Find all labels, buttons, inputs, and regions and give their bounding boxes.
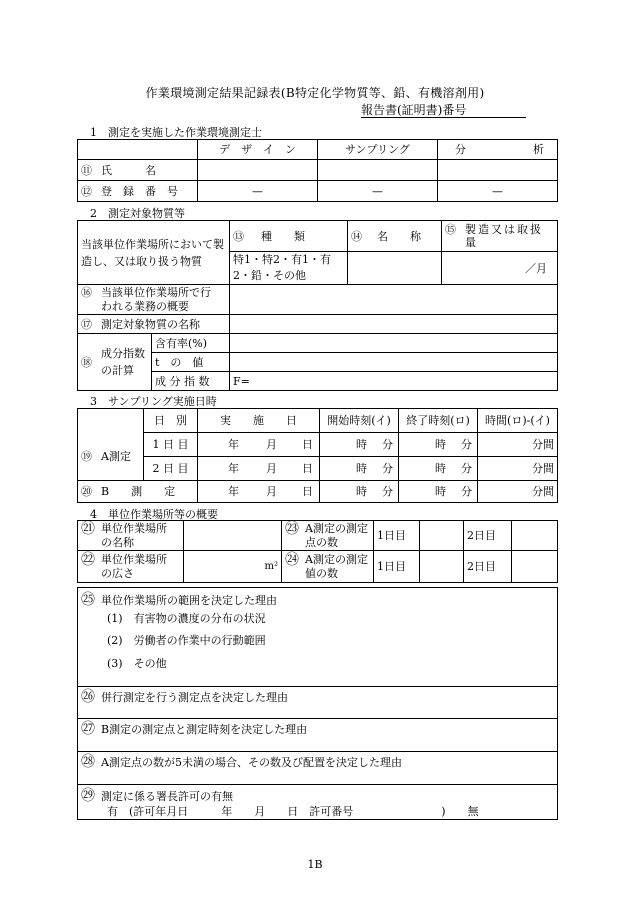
circle-25: ㉕ xyxy=(81,592,95,608)
day1-end-minute: 分 xyxy=(461,438,472,451)
substance-name-header xyxy=(348,221,442,252)
section-1-heading: 1 測定を実施した作業環境測定士 xyxy=(90,126,262,139)
circle-14: ⑭ xyxy=(351,229,362,243)
day1-duration[interactable]: 分間 xyxy=(478,433,558,457)
sampling-header: サンプリング xyxy=(318,140,438,160)
day2-end[interactable] xyxy=(399,457,478,481)
kind-header xyxy=(230,221,348,252)
b-end[interactable] xyxy=(399,481,478,503)
time-header-empty xyxy=(78,409,144,433)
day2-label: 2 日 目 xyxy=(144,457,198,481)
quantity-header xyxy=(442,221,558,252)
point-count-text: A測定の測定点の数 xyxy=(305,521,368,549)
design-dash: — xyxy=(198,181,318,202)
point-count-label xyxy=(282,521,374,551)
day1-day: 日 xyxy=(302,438,313,451)
registration-row-label xyxy=(78,181,198,202)
registration-label: 登 録 番 号 xyxy=(101,184,178,198)
surveyor-table xyxy=(77,139,558,202)
b-point-reason-cell[interactable] xyxy=(78,719,558,752)
target-substance-label xyxy=(78,315,230,334)
day1-start[interactable] xyxy=(320,433,399,457)
circle-28: ㉘ xyxy=(81,754,95,770)
start-header: 開始時刻(イ) xyxy=(320,409,399,433)
range-reason-item-3: (3) その他 xyxy=(107,657,167,670)
circle-16: ⑯ xyxy=(81,285,92,299)
day-header: 日 別 xyxy=(144,409,198,433)
point-day1-label: 1日目 xyxy=(374,521,420,551)
substance-name-label: 名 称 xyxy=(377,229,421,243)
index-calc-label xyxy=(78,334,152,391)
section-4-heading: 4 単位作業場所等の概要 xyxy=(90,508,218,521)
day1-year: 年 xyxy=(228,438,239,451)
document-title: 作業環境測定結果記録表(B特定化学物質等、鉛、有機溶剤用) xyxy=(145,86,485,100)
b-duration[interactable]: 分間 xyxy=(478,481,558,503)
permit-label: 測定に係る署長許可の有無 xyxy=(101,790,233,803)
day1-month: 月 xyxy=(266,438,277,451)
day2-month: 月 xyxy=(266,462,277,475)
analysis-dash: — xyxy=(438,181,558,202)
few-points-reason-cell[interactable] xyxy=(78,752,558,785)
circle-24: ㉔ xyxy=(285,551,299,568)
target-substance-text: 測定対象物質の名称 xyxy=(101,317,200,331)
few-points-reason-label: A測定点の数が5未満の場合、その数及び配置を決定した理由 xyxy=(101,756,402,769)
circle-22: ㉒ xyxy=(81,551,95,568)
day1-date[interactable] xyxy=(198,433,320,457)
day2-start-minute: 分 xyxy=(382,462,393,475)
duration-header: 時間(ロ)-(イ) xyxy=(478,409,558,433)
kind-label: 種 類 xyxy=(261,229,305,243)
handled-substance-label: 当該単位作業場所において製造し、又は取り扱う物質 xyxy=(78,221,230,285)
day1-label: 1 日 目 xyxy=(144,433,198,457)
day1-start-minute: 分 xyxy=(382,438,393,451)
area-name-field[interactable] xyxy=(184,521,282,551)
analysis-header-1: 分 xyxy=(455,143,466,156)
point-day2-label: 2日目 xyxy=(464,521,512,551)
day2-end-hour: 時 xyxy=(435,462,446,475)
a-measurement-label xyxy=(78,433,144,481)
analysis-header xyxy=(438,140,558,160)
area-name-text: 単位作業場所の名称 xyxy=(101,521,167,549)
circle-17: ⑰ xyxy=(81,317,92,331)
day1-start-hour: 時 xyxy=(356,438,367,451)
area-size-field[interactable]: m² xyxy=(184,551,282,583)
t-value-field[interactable] xyxy=(230,353,558,372)
substance-table xyxy=(77,220,558,391)
day2-end-minute: 分 xyxy=(461,462,472,475)
quantity-per-month[interactable]: ／月 xyxy=(442,252,558,285)
permit-line: 有 (許可年月日 年 月 日 許可番号 ) 無 xyxy=(107,805,479,818)
reasons-table xyxy=(77,587,558,820)
index-calc-text: 成分指数の計算 xyxy=(101,347,145,377)
b-measurement-label xyxy=(78,481,198,503)
parallel-reason-label: 併行測定を行う測定点を決定した理由 xyxy=(101,691,288,704)
b-end-minute: 分 xyxy=(461,485,472,498)
day2-start[interactable] xyxy=(320,457,399,481)
circle-18: ⑱ xyxy=(81,355,92,369)
work-summary-label xyxy=(78,285,230,315)
kind-options[interactable]: 特1・特2・有1・有2・鉛・その他 xyxy=(230,252,348,285)
circle-13: ⑬ xyxy=(233,229,244,243)
value-day1-field[interactable] xyxy=(420,551,464,583)
circle-29: ㉙ xyxy=(81,788,95,804)
t-value-label: t の 値 xyxy=(152,353,230,372)
b-end-hour: 時 xyxy=(435,485,446,498)
b-date[interactable] xyxy=(198,481,320,503)
design-header: デ ザ イ ン xyxy=(198,140,318,160)
parallel-reason-cell[interactable] xyxy=(78,687,558,719)
circle-11: ⑪ xyxy=(81,163,92,177)
day2-year: 年 xyxy=(228,462,239,475)
range-reason-cell[interactable] xyxy=(78,588,558,687)
work-area-table xyxy=(77,520,558,583)
b-start-minute: 分 xyxy=(382,485,393,498)
day2-date[interactable] xyxy=(198,457,320,481)
analysis-header-2: 析 xyxy=(533,143,544,156)
b-month: 月 xyxy=(266,485,277,498)
value-day2-field[interactable] xyxy=(512,551,558,583)
substance-name-field[interactable] xyxy=(348,252,442,285)
empty-header-cell xyxy=(78,140,198,160)
permit-cell[interactable] xyxy=(78,785,558,820)
index-field[interactable]: F= xyxy=(230,372,558,391)
b-measurement-text: B 測 定 xyxy=(101,485,176,498)
quantity-label: 製造又は取扱量 xyxy=(465,223,543,249)
content-rate-field[interactable] xyxy=(230,334,558,353)
target-substance-field[interactable] xyxy=(230,315,558,334)
circle-27: ㉗ xyxy=(81,721,95,737)
circle-19: ⑲ xyxy=(81,449,92,463)
page-number: 1B xyxy=(307,858,323,871)
sampling-dash: — xyxy=(318,181,438,202)
circle-12: ⑫ xyxy=(81,184,92,198)
day1-end-hour: 時 xyxy=(435,438,446,451)
circle-26: ㉖ xyxy=(81,689,95,705)
section-2-heading: 2 測定対象物質等 xyxy=(90,207,185,220)
b-start[interactable] xyxy=(320,481,399,503)
day1-end[interactable] xyxy=(399,433,478,457)
value-count-text: A測定の測定値の数 xyxy=(305,552,368,580)
circle-15: ⑮ xyxy=(445,223,456,236)
b-day: 日 xyxy=(302,485,313,498)
value-day2-label: 2日目 xyxy=(464,551,512,583)
work-summary-field[interactable] xyxy=(230,285,558,315)
name-label: 氏 名 xyxy=(101,163,156,177)
date-header: 実 施 日 xyxy=(198,409,320,433)
content-rate-label: 含有率(%) xyxy=(152,334,230,353)
report-number-label: 報告書(証明書)番号 xyxy=(361,103,526,118)
value-count-label xyxy=(282,551,374,583)
b-start-hour: 時 xyxy=(356,485,367,498)
area-size-label xyxy=(78,551,184,583)
range-reason-item-1: (1) 有害物の濃度の分布の状況 xyxy=(107,612,266,625)
work-summary-text: 当該単位作業場所で行われる業務の概要 xyxy=(101,285,211,313)
area-name-label xyxy=(78,521,184,551)
area-size-text: 単位作業場所の広さ xyxy=(101,552,167,580)
circle-20: ⑳ xyxy=(81,485,92,498)
sampling-name-field[interactable] xyxy=(318,160,438,181)
point-day1-field[interactable] xyxy=(420,521,464,551)
section-3-heading: 3 サンプリング実施日時 xyxy=(90,395,217,408)
analysis-name-field[interactable] xyxy=(438,160,558,181)
end-header: 終了時刻(ロ) xyxy=(399,409,478,433)
design-name-field[interactable] xyxy=(198,160,318,181)
circle-21: ㉑ xyxy=(81,520,95,537)
circle-23: ㉓ xyxy=(285,520,299,537)
range-reason-item-2: (2) 労働者の作業中の行動範囲 xyxy=(107,634,266,647)
sampling-time-table xyxy=(77,408,558,503)
name-row-label xyxy=(78,160,198,181)
day2-start-hour: 時 xyxy=(356,462,367,475)
day2-day: 日 xyxy=(302,462,313,475)
b-year: 年 xyxy=(228,485,239,498)
b-point-reason-label: B測定の測定点と測定時刻を決定した理由 xyxy=(101,723,308,736)
index-label: 成 分 指 数 xyxy=(152,372,230,391)
point-day2-field[interactable] xyxy=(512,521,558,551)
value-day1-label: 1日目 xyxy=(374,551,420,583)
a-measurement-text: A測定 xyxy=(101,449,131,463)
day2-duration[interactable]: 分間 xyxy=(478,457,558,481)
range-reason-label: 単位作業場所の範囲を決定した理由 xyxy=(101,594,277,607)
